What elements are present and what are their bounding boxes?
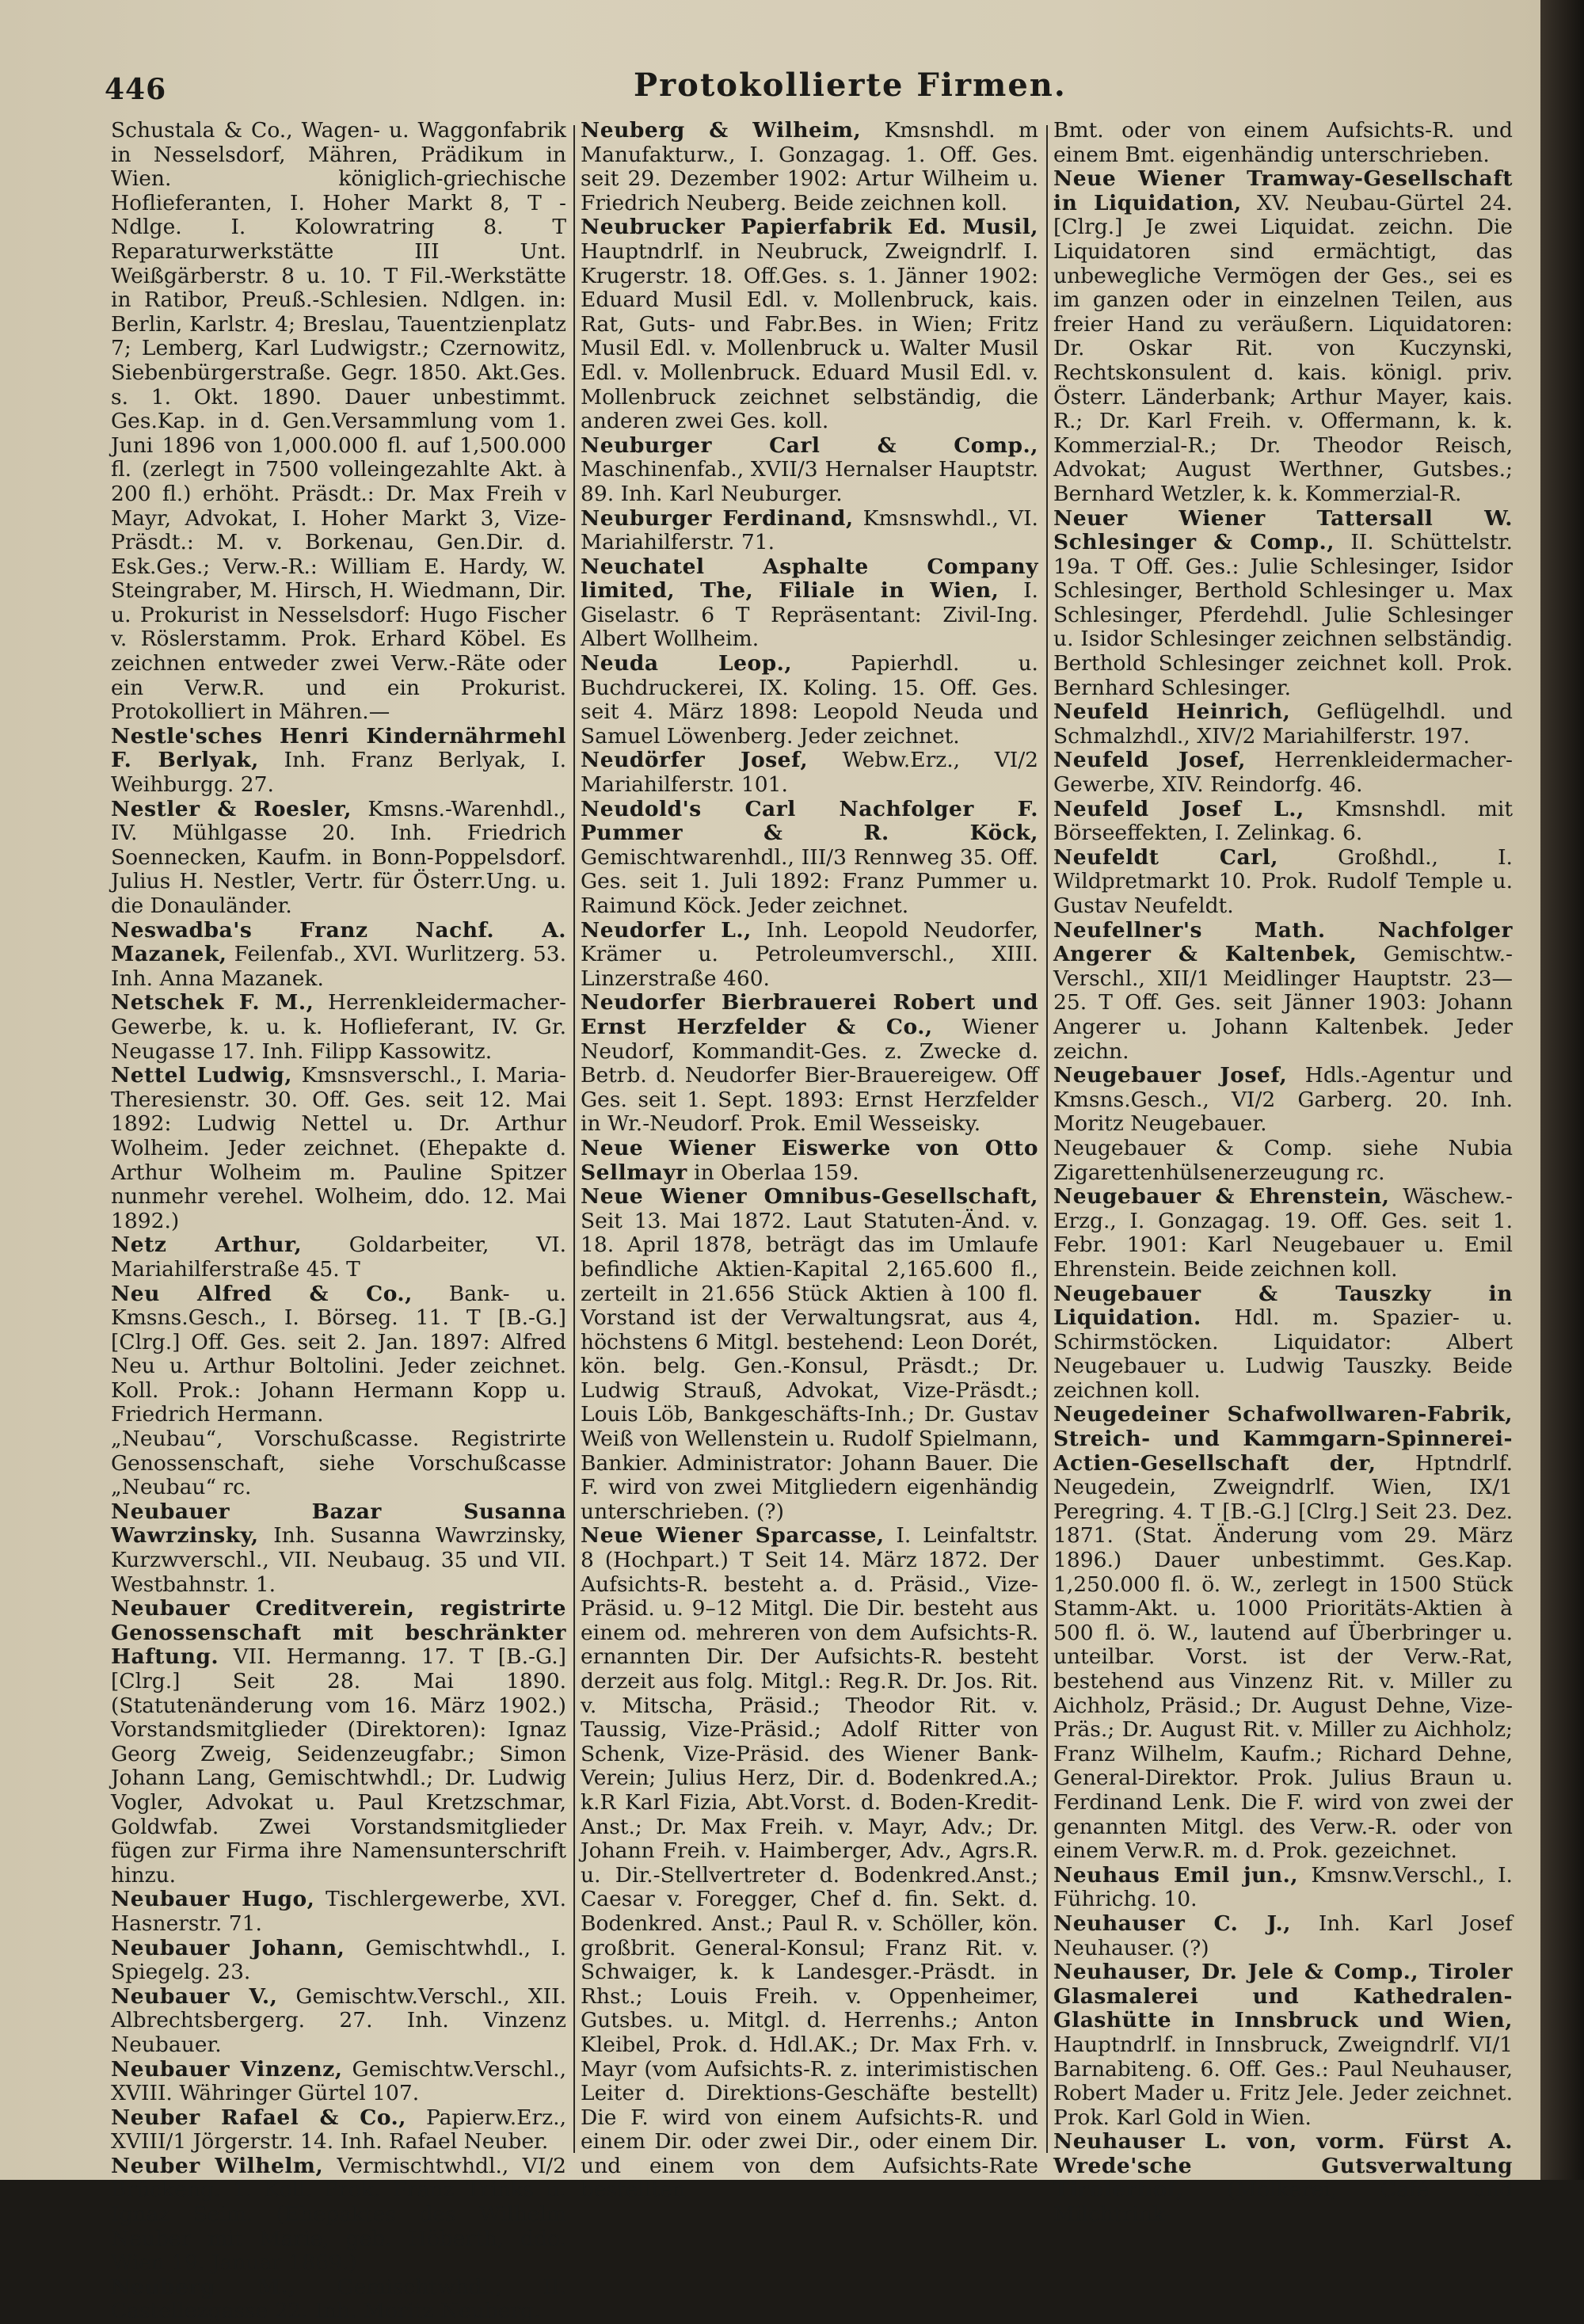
column-3 xyxy=(1053,118,1513,2227)
firm-entry xyxy=(111,1233,566,1282)
firm-details: Gemischtwhdl., II. Castellezgasse 22. Inh. Moritz Neuberg. xyxy=(111,2274,566,2324)
firm-name: Neuhauser C. J., xyxy=(1053,1911,1291,1936)
firm-entry xyxy=(1053,749,1513,797)
firm-entry xyxy=(111,798,566,919)
firm-name: Neudorfer L., xyxy=(581,917,752,943)
firm-details: Maschinenfab., XVII/3 Hernalser Hauptstr. 89. Inh. Karl Neuburger. xyxy=(581,457,1038,506)
firm-entry xyxy=(111,2058,566,2106)
firm-entry xyxy=(111,1888,566,1936)
firm-details: Gemischtwarenhdl., III/3 Rennweg 35. Off. Ges. seit 1. Juli 1892: Franz Pummer u. Raimund Köck. Jeder zeichnet. xyxy=(581,844,1038,918)
firm-name: Neubauer Hugo, xyxy=(111,1887,315,1912)
firm-details: Goldarbeiter, VI. Mariahilferstraße 45. T xyxy=(111,1232,566,1282)
firm-entry xyxy=(581,652,1038,749)
firm-name: Neubrucker Papierfabrik Ed. Musil, xyxy=(581,215,1038,240)
firm-entry xyxy=(1053,1064,1513,1137)
firm-details: „Neubau“, Vorschußcasse. Registrirte Genossenschaft, siehe Vorschußcasse „Neubau“ rc. xyxy=(111,1427,566,1500)
firm-details: Hdl. m. Spazier- u. Schirmstöcken. Liquidator: Albert Neugebauer u. Ludwig Tauszky. Beide zeichnen koll. xyxy=(1053,1305,1513,1403)
firm-entry xyxy=(111,1937,566,1985)
firm-details: VII. Hermanng. 17. T [B.-G.] [Clrg.] Seit 28. Mai 1890. (Statutenänderung vom 16. März 1902.) Vorstandsmitglieder (Direktoren): Ignaz Georg Zweig, Seidenzeugfabr.; Simon Johann Lang, Gemischtwhdl.; Dr. Ludwig Vogler, Advokat u. Paul Kretzschmar, Goldwfab. Zwei Vorstandsmitglieder fügen zur Firma ihre Namensunterschrift hinzu. xyxy=(111,1644,566,1888)
firm-entry xyxy=(581,991,1038,1137)
firm-name: Neubauer Creditverein, registrirte Genossenschaft mit beschränkter Haftung. xyxy=(111,1596,566,1670)
firm-name: Neuburger Carl & Comp., xyxy=(581,432,1038,458)
firm-details: Herrenkleidermacher-Gewerbe, k. u. k. Hoflieferant, IV. Gr. Neugasse 17. Inh. Filipp Kassowitz. xyxy=(111,990,566,1064)
firm-name: Netz Arthur, xyxy=(111,1232,303,1258)
firm-name: Netschek F. M., xyxy=(111,990,314,1015)
firm-details: Seit 13. Mai 1872. Laut Statuten-Änd. v. 18. April 1878, beträgt das im Umlaufe befindliche Aktien-Kapital 2,165.600 fl., zerteilt in 21.656 Stück Aktien à 100 fl. Vorstand ist der Verwaltungsrat, aus 4, höchstens 6 Mitgl. bestehend: Leon Dorét, kön. belg. Gen.-Konsul, Präsdt.; Dr. Ludwig Strauß, Advokat, Vize-Präsdt.; Louis Löb, Bankgeschäfts-Inh.; Dr. Gustav Weiß von Wellenstein u. Rudolf Spielmann, Bankier. Administrator: Johann Bauer. Die F. wird von zwei Mitgliedern eigenhändig unterschrieben. (?) xyxy=(581,1208,1038,1524)
firm-name: Neuhauser, Dr. Jele & Comp., Tiroler Glasmalerei und Kathedralen-Glashütte in Innsbruck und Wien, xyxy=(1053,1960,1513,2033)
firm-details: I. Leinfaltstr. 8 (Hochpart.) T Seit 14. März 1872. Der Aufsichts-R. besteht a. d. Präsid., Vize-Präsid. u. 9–12 Mitgl. Die Dir. besteht aus einem od. mehreren von dem Aufsichts-R. ernannten Dir. Der Aufsichts-R. besteht derzeit aus folg. Mitgl.: Reg.R. Dr. Jos. Rit. v. Mitscha, Präsid.; Theodor Rit. v. Taussig, Vize-Präsid.; Adolf Ritter von Schenk, Vize-Präsid. des Wiener Bank-Verein; Julius Herz, Dir. d. Bodenkred.A.; k.R Karl Fizia, Abt.Vorst. d. Boden-Kredit-Anst.; Dr. Max Freih. v. Mayr, Adv.; Dr. Johann Freih. v. Haimberger, Adv., Agrs.R. u. Dir.-Stellvertreter d. Bodenkred.Anst.; Caesar v. Foregger, Chef d. fin. Sekt. d. Bodenkred. Anst.; Paul R. v. Schöller, kön. großbrit. General-Konsul; Franz Rit. v. Schwaiger, k. k Landesger.-Präsdt. in Rhst.; Louis Freih. v. Oppenheimer, Gutsbes. u. Mitgl. d. Herrenhs.; Anton Kleibel, Prok. d. Hdl.AK.; Dr. Max Frh. v. Mayr (vom Aufsichts-R. z. interimistischen Leiter d. Direktions-Geschäfte bestellt) Die F. wird von einem Aufsichts-R. und einem Dir. oder zwei Dir., oder einem Dir. und einem von dem Aufsichts-Rate bestellten xyxy=(581,1523,1038,2203)
firm-name: Neuchatel Asphalte Company limited, The, Filiale in Wien, xyxy=(581,554,1038,604)
firm-entry xyxy=(1053,119,1513,167)
firm-details: Feilenfab., XVI. Wurlitzerg. 53. Inh. Anna Mazanek. xyxy=(111,942,566,991)
firm-entry xyxy=(581,1137,1038,1185)
firm-entry xyxy=(111,1427,566,1500)
firm-entry xyxy=(1053,1912,1513,1960)
firm-name: Neuhauser L. von, vorm. Fürst A. Wrede'sche Gutsverwaltung Tirolerhof, xyxy=(1053,2129,1513,2203)
firm-entry xyxy=(111,991,566,1064)
firm-name: Neugedeiner Schafwollwaren-Fabrik, Streich- und Kammgarn-Spinnerei-Actien-Gesellschaft der, xyxy=(1053,1402,1513,1476)
firm-entry xyxy=(1053,919,1513,1065)
book-spine-edge xyxy=(1540,0,1584,2180)
firm-details: Schustala & Co., Wagen- u. Waggonfabrik in Nesselsdorf, Mähren, Prädikum in Wien. königlich-griechische Hoflieferanten, I. Hoher Markt 8, T -Ndlge. I. Kolowratring 8. T Reparaturwerkstätte III Unt. Weißgärberstr. 8 u. 10. T Fil.-Werkstätte in Ratibor, Preuß.-Schlesien. Ndlgen. in: Berlin, Karlstr. 4; Breslau, Tauentzienplatz 7; Lemberg, Karl Ludwigstr.; Czernowitz, Siebenbürgerstraße. Gegr. 1850. Akt.Ges. s. 1. Okt. 1890. Dauer unbestimmt. Ges.Kap. in d. Gen.Versammlung vom 1. Juni 1896 von 1,000.000 fl. auf 1,500.000 fl. (zerlegt in 7500 volleingezahlte Akt. à 200 fl.) erhöht. Präsdt.: Dr. Max Freih v Mayr, Advokat, I. Hoher Markt 3, Vize-Präsdt.: M. v. Borkenau, Gen.Dir. d. Esk.Ges.; Verw.-R.: William E. Hardy, W. Steingraber, M. Hirsch, H. Wiedmann, Dir. u. Prokurist in Nesselsdorf: Hugo Fischer v. Röslerstamm. Prok. Erhard Köbel. Es zeichnen entweder zwei Verw.-Räte oder ein Verw.R. und ein Prokurist. Protokolliert in Mähren.— xyxy=(111,118,566,725)
firm-details: Großhdl., I. Wildpretmarkt 10. Prok. Rudolf Temple u. Gustav Neufeldt. xyxy=(1053,844,1513,918)
firm-entry xyxy=(1053,1864,1513,1912)
firm-name: Neuberg M., xyxy=(111,2274,296,2299)
firm-name: Neswadba's Franz Nachf. A. Mazanek, xyxy=(111,917,566,967)
firm-details: Gemischtw.Verschl., XII. Albrechtsbergerg. 27. Inh. Vinzenz Neubauer. xyxy=(111,1983,566,2057)
firm-entry xyxy=(111,1064,566,1233)
firm-entry xyxy=(1053,1137,1513,1185)
firm-name: Neudold's Carl Nachfolger F. Pummer & R. Köck, xyxy=(581,796,1038,846)
firm-name: Neu Alfred & Co., xyxy=(111,1281,413,1306)
firm-entry xyxy=(111,1597,566,1888)
firm-details: II. Schüttelstr. 19a. T Off. Ges.: Julie Schlesinger, Isidor Schlesinger, Berthold Schlesinger u. Max Schlesinger, Pferdehdl. Julie Schlesinger u. Isidor Schlesinger zeichnen selbständig. Berthold Schlesinger zeichnet koll. Prok. Bernhard Schlesinger. xyxy=(1053,530,1513,700)
firm-name: Neuhaus Emil jun., xyxy=(1053,1862,1299,1888)
firm-entry xyxy=(1053,1185,1513,1282)
firm-name: Nettel Ludwig, xyxy=(111,1063,292,1088)
firm-entry xyxy=(111,725,566,798)
firm-entry xyxy=(111,1500,566,1597)
firm-details: Webw.Erz., VI/2 Mariahilferstr. 101. xyxy=(581,748,1038,798)
firm-entry xyxy=(1053,2130,1513,2227)
firm-details: Herrenkleidermacher-Gewerbe, XIV. Reindorfg. 46. xyxy=(1053,748,1513,798)
firm-details: XV. Neubau-Gürtel 24. [Clrg.] Je zwei Liquidat. zeichn. Die Liquidatoren sind ermächtigt, das unbewegliche Vermögen der Ges., sei es im ganzen oder in einzelnen Teilen, aus freier Hand zu veräußern. Liquidatoren: Dr. Oskar Rit. von Kuczynski, Rechtskonsulent d. kais. königl. priv. Österr. Länderbank; Arthur Mayer, kais. R.; Dr. Karl Freih. v. Offermann, k. k. Kommerzial-R.; Dr. Theodor Reisch, Advokat; August Werthner, Gutsbes.; Bernhard Wetzler, k. k. Kommerzial-R. xyxy=(1053,190,1513,506)
firm-entry xyxy=(111,919,566,992)
firm-entry xyxy=(581,919,1038,992)
firm-entry xyxy=(1053,1282,1513,1404)
firm-name: Nestler & Roesler, xyxy=(111,796,352,821)
column-1 xyxy=(111,118,566,2324)
firm-name: Neufeld Heinrich, xyxy=(1053,699,1291,725)
firm-details: (Molkerei, Café und Milchtrink- xyxy=(1053,2177,1513,2227)
firm-name: Neue Wiener Tramway-Gesellschaft in Liquidation, xyxy=(1053,166,1513,215)
page-title: Protokollierte Firmen. xyxy=(634,67,1067,104)
firm-entry xyxy=(111,1282,566,1428)
firm-details: Inh. Susanna Wawrzinsky, Kurzwverschl., VII. Neubaug. 35 und VII. Westbahnstr. 1. xyxy=(111,1523,566,1597)
firm-name: Neubauer Johann, xyxy=(111,1935,345,1960)
firm-name: Neufeld Josef L., xyxy=(1053,796,1304,821)
firm-details: Kmsnw.Verschl., I. Führichg. 10. xyxy=(1053,1862,1513,1912)
firm-details: Kmsns.-Warenhdl., IV. Mühlgasse 20. Inh. Friedrich Soennecken, Kaufm. in Bonn-Poppelsdorf. Julius H. Nestler, Vertr. für Österr.Ung. u. die Donauländer. xyxy=(111,796,566,918)
firm-details: Inh. Karl Josef Neuhauser. (?) xyxy=(1053,1911,1513,1960)
firm-details: Kmsnshdl. mit Börseeffekten, I. Zelinkag. 6. xyxy=(1053,796,1513,846)
firm-name: Neuda Leop., xyxy=(581,651,793,676)
firm-details: Tischlergewerbe, XVI. Hasnerstr. 71. xyxy=(111,1887,566,1936)
firm-details: Bmt. oder von einem Aufsichts-R. und einem Bmt. eigenhändig unterschrieben. xyxy=(1053,118,1513,167)
firm-name: Neuber Rafael & Co., xyxy=(111,2105,406,2130)
firm-details: Kmsnswhdl., VI. Mariahilferstr. 71. xyxy=(581,505,1038,555)
firm-details: Inh. Franz Berlyak, I. Weihburgg. 27. xyxy=(111,748,566,798)
firm-details: Geflügelhdl. und Schmalzhdl., XIV/2 Mariahilferstr. 197. xyxy=(1053,699,1513,749)
firm-details: Kmsnshdl. m Manufakturw., I. Gonzagag. 1. Off. Ges. seit 29. Dezember 1902: Artur Wilheim u. Friedrich Neuberg. Beide zeichnen koll. xyxy=(581,118,1038,215)
firm-details: Vermischtwhdl., VI/2 Brückeng. 1. Koll. Prok. Franz Trinks u. Ignaz Seim. (Ehepaktes des Wilhelm Neuber mit Marie, geb. Höberth, ddo. Wien 19. Januar 1869.) xyxy=(111,2153,566,2276)
firm-entry xyxy=(581,507,1038,555)
firm-details: Gemischtw.Verschl., XVIII. Währinger Gürtel 107. xyxy=(111,2056,566,2106)
firm-entry xyxy=(581,1524,1038,2203)
firm-name: Neugebauer & Ehrenstein, xyxy=(1053,1184,1390,1210)
firm-name: Neue Wiener Sparcasse, xyxy=(581,1523,885,1549)
firm-name: Neudörfer Josef, xyxy=(581,748,809,773)
firm-entry xyxy=(1053,1960,1513,2130)
firm-entry xyxy=(1053,798,1513,846)
firm-entry xyxy=(581,434,1038,507)
firm-entry xyxy=(111,119,566,725)
firm-details: Neugebauer & Comp. siehe Nubia Zigarettenhülsenerzeugung rc. xyxy=(1053,1135,1513,1185)
firm-details: Hptndrlf. Neugedein, Zweigndrlf. Wien, IX/1 Peregring. 4. T [B.-G.] [Clrg.] Seit 23. Dez. 1871. (Stat. Änderung vom 29. März 1896.) Dauer unbestimmt. Ges.Kap. 1,250.000 fl. ö. W., zerlegt in 1500 Stück Stamm-Akt. u. 1000 Prioritäts-Aktien à 500 fl. ö. W., lautend auf Überbringer u. unteilbar. Vorst. ist der Verw.-Rat, bestehend aus Vinzenz Rit. v. Miller zu Aichholz, Präsid.; Dr. August Dehne, Vize-Präs.; Dr. August Rit. v. Miller zu Aichholz; Franz Wilhelm, Kaufm.; Richard Dehne, General-Direktor. Prok. Julius Braun u. Ferdinand Lenk. Die F. wird von zwei der genannten Mitgl. des Verw.-R. oder von einem Verw.R. m. d. Prok. gezeichnet. xyxy=(1053,1450,1513,1864)
firm-name: Neubauer Bazar Susanna Wawrzinsky, xyxy=(111,1499,566,1549)
firm-name: Neufeld Josef, xyxy=(1053,748,1246,773)
firm-entry xyxy=(1053,167,1513,506)
firm-entry xyxy=(581,215,1038,433)
firm-details: Inh. Leopold Neudorfer, Krämer u. Petroleumverschl., XIII. Linzerstraße 460. xyxy=(581,917,1038,991)
firm-entry xyxy=(581,555,1038,652)
firm-details: I. Giselastr. 6 T Repräsentant: Zivil-Ing. Albert Wollheim. xyxy=(581,578,1038,652)
column-rule xyxy=(1046,125,1048,2153)
firm-details: Gemischtwhdl., I. Spiegelg. 23. xyxy=(111,1935,566,1985)
firm-entry xyxy=(111,2154,566,2276)
firm-name: Neufellner's Math. Nachfolger Angerer & Kaltenbek, xyxy=(1053,917,1513,967)
firm-entry xyxy=(581,798,1038,919)
firm-name: Neuburger Ferdinand, xyxy=(581,505,854,531)
firm-name: Neufeldt Carl, xyxy=(1053,844,1278,870)
firm-entry xyxy=(1053,507,1513,701)
firm-name: Neugebauer & Tauszky in Liquidation. xyxy=(1053,1281,1513,1331)
column-rule xyxy=(573,125,575,2153)
firm-entry xyxy=(581,119,1038,215)
firm-entry xyxy=(1053,1403,1513,1863)
firm-details: Hauptndrlf. in Innsbruck, Zweigndrlf. VI/1 Barnabiteng. 6. Off. Ges.: Paul Neuhauser, Robert Mader u. Fritz Jele. Jeder zeichnet. Prok. Karl Gold in Wien. xyxy=(1053,2032,1513,2130)
firm-name: Neuber Wilhelm, xyxy=(111,2153,324,2178)
firm-details: Hdls.-Agentur und Kmsns.Gesch., VI/2 Garberg. 20. Inh. Moritz Neugebauer. xyxy=(1053,1063,1513,1137)
firm-entry xyxy=(581,749,1038,797)
firm-details: Kmsnsverschl., I. Maria-Theresienstr. 30. Off. Ges. seit 12. Mai 1892: Ludwig Nettel u. Dr. Arthur Wolheim. Jeder zeichnet. (Ehepakte d. Arthur Wolheim m. Pauline Spitzer nunmehr verehel. Wolheim, ddo. 12. Mai 1892.) xyxy=(111,1063,566,1233)
page-number: 446 xyxy=(105,73,167,106)
firm-name: Neue Wiener Omnibus-Gesellschaft, xyxy=(581,1184,1038,1210)
firm-details: Bank- u. Kmsns.Gesch., I. Börseg. 11. T [B.-G.] [Clrg.] Off. Ges. seit 2. Jan. 1897: Alfred Neu u. Arthur Boltolini. Jeder zeichnet. Koll. Prok.: Johann Hermann Kopp u. Friedrich Hermann. xyxy=(111,1281,566,1427)
firm-entry xyxy=(111,2106,566,2154)
firm-entry xyxy=(1053,846,1513,919)
firm-entry xyxy=(111,1985,566,2058)
firm-name: Neubauer Vinzenz, xyxy=(111,2056,343,2082)
firm-name: Neuer Wiener Tattersall W. Schlesinger & Comp., xyxy=(1053,505,1513,555)
firm-entry xyxy=(581,1185,1038,1524)
firm-details: Papierhdl. u. Buchdruckerei, IX. Koling. 15. Off. Ges. seit 4. März 1898: Leopold Neuda und Samuel Löwenberg. Jeder zeichnet. xyxy=(581,651,1038,749)
firm-name: Neubauer V., xyxy=(111,1983,278,2009)
firm-details: in Oberlaa 159. xyxy=(694,1160,859,1185)
firm-name: Neuberg & Wilheim, xyxy=(581,118,862,143)
firm-details: Papierw.Erz., XVIII/1 Jörgerstr. 14. Inh. Rafael Neuber. xyxy=(111,2105,566,2154)
firm-name: Neugebauer Josef, xyxy=(1053,1063,1288,1088)
column-2 xyxy=(581,118,1038,2203)
firm-entry xyxy=(1053,700,1513,749)
firm-name: Neudorfer Bierbrauerei Robert und Ernst Herzfelder & Co., xyxy=(581,990,1038,1039)
firm-details: Hauptndrlf. in Neubruck, Zweigndrlf. I. Krugerstr. 18. Off.Ges. s. 1. Jänner 1902: Eduard Musil Edl. v. Mollenbruck, kais. Rat, Guts- und Fabr.Bes. in Wien; Fritz Musil Edl. v. Mollenbruck u. Walter Musil Edl. v. Mollenbruck. Eduard Musil Edl. v. Mollenbruck zeichnet selbständig, die anderen zwei Ges. koll. xyxy=(581,238,1038,434)
firm-details: Gemischtw.-Verschl., XII/1 Meidlinger Hauptstr. 23—25. T Off. Ges. seit Jänner 1903: Johann Angerer u. Johann Kaltenbek. Jeder zeichn. xyxy=(1053,942,1513,1064)
firm-details: Wäschew.-Erzg., I. Gonzagag. 19. Off. Ges. seit 1. Febr. 1901: Karl Neugebauer u. Emil Ehrenstein. Beide zeichnen koll. xyxy=(1053,1184,1513,1282)
firm-entry xyxy=(111,2276,566,2324)
firm-details: Wiener Neudorf, Kommandit-Ges. z. Zwecke d. Betrb. d. Neudorfer Bier-Brauereigew. Off Ges. seit 1. Sept. 1893: Ernst Herzfelder in Wr.-Neudorf. Prok. Emil Wesseisky. xyxy=(581,1014,1038,1137)
firm-name: Nestle'sches Henri Kindernährmehl F. Berlyak, xyxy=(111,723,566,773)
firm-name: Neue Wiener Eiswerke von Otto Sellmayr xyxy=(581,1135,1038,1185)
